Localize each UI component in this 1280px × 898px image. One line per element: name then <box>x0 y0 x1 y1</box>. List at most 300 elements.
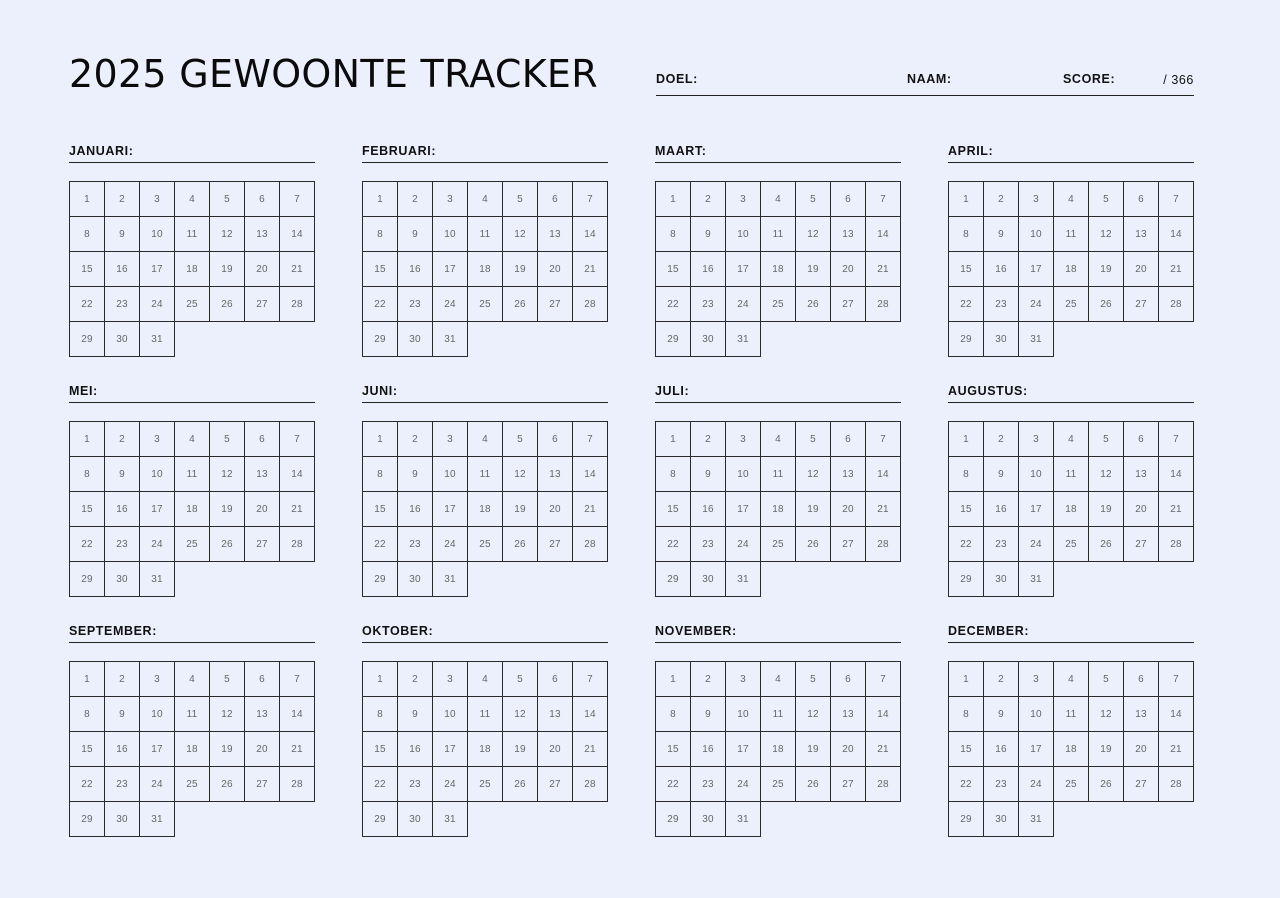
day-cell[interactable]: 18 <box>174 491 210 527</box>
day-cell[interactable]: 12 <box>209 696 245 732</box>
day-cell[interactable]: 20 <box>1123 251 1159 287</box>
day-cell[interactable]: 17 <box>1018 491 1054 527</box>
day-cell[interactable]: 4 <box>760 181 796 217</box>
day-cell[interactable]: 6 <box>537 181 573 217</box>
day-cell[interactable]: 1 <box>948 421 984 457</box>
day-cell[interactable]: 6 <box>830 421 866 457</box>
day-cell[interactable]: 14 <box>865 696 901 732</box>
day-cell[interactable]: 17 <box>725 731 761 767</box>
day-cell[interactable]: 8 <box>69 696 105 732</box>
day-cell[interactable]: 19 <box>502 251 538 287</box>
day-cell[interactable]: 11 <box>760 696 796 732</box>
day-cell[interactable]: 17 <box>432 491 468 527</box>
day-cell[interactable]: 9 <box>690 696 726 732</box>
day-cell[interactable]: 26 <box>209 526 245 562</box>
day-cell[interactable]: 12 <box>209 216 245 252</box>
day-cell[interactable]: 6 <box>537 661 573 697</box>
day-cell[interactable]: 6 <box>244 181 280 217</box>
day-cell[interactable]: 29 <box>948 801 984 837</box>
day-cell[interactable]: 23 <box>397 526 433 562</box>
day-cell[interactable]: 7 <box>865 421 901 457</box>
day-cell[interactable]: 8 <box>655 696 691 732</box>
day-cell[interactable]: 8 <box>948 696 984 732</box>
day-cell[interactable]: 23 <box>397 766 433 802</box>
day-cell[interactable]: 25 <box>1053 286 1089 322</box>
day-cell[interactable]: 2 <box>104 661 140 697</box>
day-cell[interactable]: 17 <box>432 251 468 287</box>
day-cell[interactable]: 24 <box>1018 286 1054 322</box>
day-cell[interactable]: 2 <box>397 421 433 457</box>
day-cell[interactable]: 18 <box>467 251 503 287</box>
day-cell[interactable]: 12 <box>502 456 538 492</box>
day-cell[interactable]: 2 <box>104 181 140 217</box>
day-cell[interactable]: 7 <box>279 661 315 697</box>
day-cell[interactable]: 26 <box>1088 766 1124 802</box>
day-cell[interactable]: 2 <box>690 661 726 697</box>
day-cell[interactable]: 4 <box>467 661 503 697</box>
day-cell[interactable]: 14 <box>279 216 315 252</box>
day-cell[interactable]: 12 <box>1088 696 1124 732</box>
day-cell[interactable]: 5 <box>795 181 831 217</box>
day-cell[interactable]: 24 <box>1018 766 1054 802</box>
day-cell[interactable]: 14 <box>1158 696 1194 732</box>
day-cell[interactable]: 13 <box>1123 456 1159 492</box>
day-cell[interactable]: 31 <box>139 561 175 597</box>
day-cell[interactable]: 31 <box>725 321 761 357</box>
day-cell[interactable]: 8 <box>69 216 105 252</box>
day-cell[interactable]: 21 <box>865 491 901 527</box>
day-cell[interactable]: 19 <box>1088 731 1124 767</box>
day-cell[interactable]: 16 <box>104 491 140 527</box>
day-cell[interactable]: 15 <box>362 731 398 767</box>
day-cell[interactable]: 3 <box>139 661 175 697</box>
day-cell[interactable]: 12 <box>209 456 245 492</box>
day-cell[interactable]: 29 <box>69 561 105 597</box>
day-cell[interactable]: 11 <box>174 456 210 492</box>
day-cell[interactable]: 15 <box>362 251 398 287</box>
day-cell[interactable]: 21 <box>572 491 608 527</box>
day-cell[interactable]: 13 <box>244 696 280 732</box>
day-cell[interactable]: 22 <box>362 286 398 322</box>
day-cell[interactable]: 22 <box>655 766 691 802</box>
day-cell[interactable]: 2 <box>397 181 433 217</box>
day-cell[interactable]: 13 <box>537 216 573 252</box>
day-cell[interactable]: 24 <box>725 286 761 322</box>
day-cell[interactable]: 27 <box>244 526 280 562</box>
day-cell[interactable]: 3 <box>432 421 468 457</box>
day-cell[interactable]: 11 <box>174 216 210 252</box>
day-cell[interactable]: 4 <box>760 421 796 457</box>
day-cell[interactable]: 6 <box>537 421 573 457</box>
day-cell[interactable]: 12 <box>1088 216 1124 252</box>
day-cell[interactable]: 7 <box>279 421 315 457</box>
day-cell[interactable]: 23 <box>397 286 433 322</box>
day-cell[interactable]: 7 <box>572 181 608 217</box>
day-cell[interactable]: 26 <box>795 526 831 562</box>
day-cell[interactable]: 15 <box>655 491 691 527</box>
day-cell[interactable]: 8 <box>655 216 691 252</box>
day-cell[interactable]: 20 <box>1123 491 1159 527</box>
day-cell[interactable]: 13 <box>830 456 866 492</box>
day-cell[interactable]: 19 <box>502 731 538 767</box>
day-cell[interactable]: 22 <box>948 766 984 802</box>
day-cell[interactable]: 7 <box>865 661 901 697</box>
day-cell[interactable]: 2 <box>983 421 1019 457</box>
day-cell[interactable]: 24 <box>432 526 468 562</box>
day-cell[interactable]: 12 <box>502 696 538 732</box>
day-cell[interactable]: 6 <box>830 661 866 697</box>
day-cell[interactable]: 25 <box>760 526 796 562</box>
day-cell[interactable]: 17 <box>139 251 175 287</box>
day-cell[interactable]: 26 <box>1088 526 1124 562</box>
day-cell[interactable]: 15 <box>69 251 105 287</box>
day-cell[interactable]: 3 <box>725 181 761 217</box>
day-cell[interactable]: 6 <box>244 421 280 457</box>
day-cell[interactable]: 4 <box>467 181 503 217</box>
day-cell[interactable]: 10 <box>432 216 468 252</box>
day-cell[interactable]: 25 <box>1053 526 1089 562</box>
day-cell[interactable]: 29 <box>948 561 984 597</box>
day-cell[interactable]: 3 <box>432 661 468 697</box>
day-cell[interactable]: 27 <box>1123 766 1159 802</box>
day-cell[interactable]: 3 <box>139 181 175 217</box>
day-cell[interactable]: 19 <box>209 251 245 287</box>
day-cell[interactable]: 22 <box>655 286 691 322</box>
day-cell[interactable]: 14 <box>1158 216 1194 252</box>
day-cell[interactable]: 27 <box>1123 286 1159 322</box>
day-cell[interactable]: 4 <box>1053 181 1089 217</box>
day-cell[interactable]: 2 <box>397 661 433 697</box>
day-cell[interactable]: 24 <box>725 526 761 562</box>
day-cell[interactable]: 1 <box>948 661 984 697</box>
day-cell[interactable]: 5 <box>795 421 831 457</box>
day-cell[interactable]: 21 <box>572 731 608 767</box>
day-cell[interactable]: 30 <box>397 801 433 837</box>
day-cell[interactable]: 21 <box>865 251 901 287</box>
day-cell[interactable]: 2 <box>690 181 726 217</box>
day-cell[interactable]: 28 <box>279 286 315 322</box>
day-cell[interactable]: 10 <box>139 216 175 252</box>
day-cell[interactable]: 10 <box>432 696 468 732</box>
day-cell[interactable]: 12 <box>795 216 831 252</box>
day-cell[interactable]: 4 <box>1053 661 1089 697</box>
day-cell[interactable]: 6 <box>1123 181 1159 217</box>
day-cell[interactable]: 5 <box>502 181 538 217</box>
day-cell[interactable]: 29 <box>948 321 984 357</box>
day-cell[interactable]: 26 <box>209 286 245 322</box>
day-cell[interactable]: 28 <box>1158 526 1194 562</box>
day-cell[interactable]: 7 <box>279 181 315 217</box>
day-cell[interactable]: 1 <box>655 421 691 457</box>
day-cell[interactable]: 4 <box>467 421 503 457</box>
day-cell[interactable]: 9 <box>104 456 140 492</box>
day-cell[interactable]: 16 <box>983 491 1019 527</box>
day-cell[interactable]: 30 <box>690 801 726 837</box>
day-cell[interactable]: 31 <box>725 801 761 837</box>
day-cell[interactable]: 1 <box>69 661 105 697</box>
day-cell[interactable]: 11 <box>467 696 503 732</box>
day-cell[interactable]: 29 <box>362 321 398 357</box>
day-cell[interactable]: 22 <box>362 766 398 802</box>
day-cell[interactable]: 19 <box>502 491 538 527</box>
day-cell[interactable]: 9 <box>690 216 726 252</box>
day-cell[interactable]: 31 <box>1018 801 1054 837</box>
day-cell[interactable]: 1 <box>362 181 398 217</box>
day-cell[interactable]: 16 <box>690 491 726 527</box>
day-cell[interactable]: 19 <box>209 491 245 527</box>
day-cell[interactable]: 21 <box>279 491 315 527</box>
day-cell[interactable]: 23 <box>104 766 140 802</box>
day-cell[interactable]: 16 <box>690 731 726 767</box>
day-cell[interactable]: 4 <box>174 421 210 457</box>
day-cell[interactable]: 29 <box>69 801 105 837</box>
day-cell[interactable]: 25 <box>174 286 210 322</box>
day-cell[interactable]: 29 <box>655 801 691 837</box>
day-cell[interactable]: 6 <box>244 661 280 697</box>
day-cell[interactable]: 20 <box>537 251 573 287</box>
day-cell[interactable]: 30 <box>104 321 140 357</box>
day-cell[interactable]: 26 <box>1088 286 1124 322</box>
day-cell[interactable]: 11 <box>760 216 796 252</box>
day-cell[interactable]: 23 <box>690 286 726 322</box>
day-cell[interactable]: 10 <box>725 216 761 252</box>
day-cell[interactable]: 27 <box>830 526 866 562</box>
day-cell[interactable]: 20 <box>537 491 573 527</box>
day-cell[interactable]: 18 <box>1053 251 1089 287</box>
day-cell[interactable]: 12 <box>795 696 831 732</box>
day-cell[interactable]: 23 <box>983 286 1019 322</box>
day-cell[interactable]: 24 <box>432 766 468 802</box>
day-cell[interactable]: 28 <box>572 766 608 802</box>
day-cell[interactable]: 31 <box>432 321 468 357</box>
day-cell[interactable]: 27 <box>537 526 573 562</box>
day-cell[interactable]: 25 <box>467 286 503 322</box>
day-cell[interactable]: 1 <box>948 181 984 217</box>
day-cell[interactable]: 31 <box>1018 561 1054 597</box>
day-cell[interactable]: 1 <box>362 661 398 697</box>
day-cell[interactable]: 25 <box>760 286 796 322</box>
day-cell[interactable]: 11 <box>760 456 796 492</box>
day-cell[interactable]: 7 <box>1158 181 1194 217</box>
day-cell[interactable]: 30 <box>690 561 726 597</box>
day-cell[interactable]: 7 <box>572 421 608 457</box>
day-cell[interactable]: 30 <box>983 321 1019 357</box>
day-cell[interactable]: 17 <box>1018 251 1054 287</box>
day-cell[interactable]: 20 <box>537 731 573 767</box>
day-cell[interactable]: 13 <box>244 216 280 252</box>
day-cell[interactable]: 13 <box>244 456 280 492</box>
day-cell[interactable]: 9 <box>397 696 433 732</box>
day-cell[interactable]: 24 <box>432 286 468 322</box>
day-cell[interactable]: 18 <box>760 491 796 527</box>
day-cell[interactable]: 17 <box>1018 731 1054 767</box>
day-cell[interactable]: 10 <box>725 696 761 732</box>
day-cell[interactable]: 16 <box>104 731 140 767</box>
day-cell[interactable]: 23 <box>983 766 1019 802</box>
day-cell[interactable]: 31 <box>139 801 175 837</box>
day-cell[interactable]: 9 <box>397 216 433 252</box>
day-cell[interactable]: 15 <box>69 731 105 767</box>
day-cell[interactable]: 27 <box>244 286 280 322</box>
day-cell[interactable]: 6 <box>830 181 866 217</box>
day-cell[interactable]: 15 <box>69 491 105 527</box>
day-cell[interactable]: 1 <box>362 421 398 457</box>
day-cell[interactable]: 15 <box>948 731 984 767</box>
day-cell[interactable]: 25 <box>760 766 796 802</box>
day-cell[interactable]: 5 <box>1088 181 1124 217</box>
day-cell[interactable]: 8 <box>362 696 398 732</box>
day-cell[interactable]: 5 <box>209 181 245 217</box>
day-cell[interactable]: 29 <box>362 561 398 597</box>
day-cell[interactable]: 3 <box>1018 181 1054 217</box>
day-cell[interactable]: 16 <box>690 251 726 287</box>
day-cell[interactable]: 7 <box>865 181 901 217</box>
day-cell[interactable]: 20 <box>244 731 280 767</box>
day-cell[interactable]: 3 <box>1018 421 1054 457</box>
day-cell[interactable]: 24 <box>1018 526 1054 562</box>
day-cell[interactable]: 5 <box>1088 661 1124 697</box>
day-cell[interactable]: 24 <box>139 286 175 322</box>
day-cell[interactable]: 27 <box>830 766 866 802</box>
day-cell[interactable]: 22 <box>69 286 105 322</box>
day-cell[interactable]: 4 <box>1053 421 1089 457</box>
day-cell[interactable]: 16 <box>983 251 1019 287</box>
day-cell[interactable]: 2 <box>104 421 140 457</box>
day-cell[interactable]: 8 <box>69 456 105 492</box>
day-cell[interactable]: 27 <box>830 286 866 322</box>
day-cell[interactable]: 28 <box>865 286 901 322</box>
day-cell[interactable]: 18 <box>467 731 503 767</box>
day-cell[interactable]: 11 <box>467 216 503 252</box>
day-cell[interactable]: 27 <box>1123 526 1159 562</box>
day-cell[interactable]: 5 <box>209 421 245 457</box>
day-cell[interactable]: 11 <box>1053 456 1089 492</box>
day-cell[interactable]: 31 <box>139 321 175 357</box>
day-cell[interactable]: 28 <box>1158 766 1194 802</box>
day-cell[interactable]: 20 <box>830 491 866 527</box>
day-cell[interactable]: 9 <box>983 456 1019 492</box>
day-cell[interactable]: 3 <box>432 181 468 217</box>
day-cell[interactable]: 30 <box>397 561 433 597</box>
day-cell[interactable]: 10 <box>725 456 761 492</box>
day-cell[interactable]: 12 <box>1088 456 1124 492</box>
day-cell[interactable]: 30 <box>397 321 433 357</box>
day-cell[interactable]: 1 <box>69 181 105 217</box>
day-cell[interactable]: 9 <box>983 216 1019 252</box>
day-cell[interactable]: 14 <box>279 456 315 492</box>
day-cell[interactable]: 4 <box>174 181 210 217</box>
day-cell[interactable]: 10 <box>1018 696 1054 732</box>
day-cell[interactable]: 26 <box>502 286 538 322</box>
day-cell[interactable]: 30 <box>104 561 140 597</box>
day-cell[interactable]: 22 <box>69 526 105 562</box>
day-cell[interactable]: 17 <box>432 731 468 767</box>
day-cell[interactable]: 25 <box>174 526 210 562</box>
day-cell[interactable]: 5 <box>502 661 538 697</box>
day-cell[interactable]: 17 <box>139 491 175 527</box>
day-cell[interactable]: 18 <box>760 731 796 767</box>
day-cell[interactable]: 7 <box>1158 661 1194 697</box>
day-cell[interactable]: 8 <box>948 456 984 492</box>
day-cell[interactable]: 19 <box>1088 251 1124 287</box>
day-cell[interactable]: 19 <box>1088 491 1124 527</box>
day-cell[interactable]: 16 <box>397 251 433 287</box>
day-cell[interactable]: 29 <box>362 801 398 837</box>
day-cell[interactable]: 13 <box>537 456 573 492</box>
day-cell[interactable]: 9 <box>104 216 140 252</box>
day-cell[interactable]: 18 <box>467 491 503 527</box>
day-cell[interactable]: 21 <box>572 251 608 287</box>
day-cell[interactable]: 25 <box>467 526 503 562</box>
day-cell[interactable]: 24 <box>725 766 761 802</box>
day-cell[interactable]: 4 <box>174 661 210 697</box>
day-cell[interactable]: 23 <box>104 286 140 322</box>
day-cell[interactable]: 13 <box>1123 216 1159 252</box>
day-cell[interactable]: 6 <box>1123 421 1159 457</box>
day-cell[interactable]: 1 <box>655 661 691 697</box>
day-cell[interactable]: 25 <box>1053 766 1089 802</box>
day-cell[interactable]: 18 <box>174 731 210 767</box>
day-cell[interactable]: 27 <box>537 766 573 802</box>
day-cell[interactable]: 19 <box>795 491 831 527</box>
day-cell[interactable]: 30 <box>983 561 1019 597</box>
day-cell[interactable]: 5 <box>209 661 245 697</box>
day-cell[interactable]: 26 <box>795 286 831 322</box>
day-cell[interactable]: 19 <box>795 731 831 767</box>
day-cell[interactable]: 22 <box>948 526 984 562</box>
day-cell[interactable]: 31 <box>725 561 761 597</box>
day-cell[interactable]: 15 <box>948 491 984 527</box>
day-cell[interactable]: 9 <box>104 696 140 732</box>
day-cell[interactable]: 11 <box>1053 216 1089 252</box>
day-cell[interactable]: 16 <box>397 491 433 527</box>
day-cell[interactable]: 23 <box>690 766 726 802</box>
day-cell[interactable]: 31 <box>432 801 468 837</box>
day-cell[interactable]: 29 <box>655 561 691 597</box>
day-cell[interactable]: 21 <box>865 731 901 767</box>
day-cell[interactable]: 30 <box>104 801 140 837</box>
day-cell[interactable]: 18 <box>174 251 210 287</box>
day-cell[interactable]: 22 <box>362 526 398 562</box>
day-cell[interactable]: 23 <box>983 526 1019 562</box>
day-cell[interactable]: 2 <box>690 421 726 457</box>
day-cell[interactable]: 5 <box>795 661 831 697</box>
day-cell[interactable]: 19 <box>209 731 245 767</box>
day-cell[interactable]: 28 <box>1158 286 1194 322</box>
day-cell[interactable]: 20 <box>244 251 280 287</box>
day-cell[interactable]: 15 <box>655 251 691 287</box>
day-cell[interactable]: 14 <box>279 696 315 732</box>
day-cell[interactable]: 28 <box>865 526 901 562</box>
day-cell[interactable]: 11 <box>174 696 210 732</box>
day-cell[interactable]: 10 <box>1018 456 1054 492</box>
day-cell[interactable]: 20 <box>830 251 866 287</box>
day-cell[interactable]: 22 <box>655 526 691 562</box>
day-cell[interactable]: 24 <box>139 766 175 802</box>
day-cell[interactable]: 25 <box>467 766 503 802</box>
day-cell[interactable]: 13 <box>830 696 866 732</box>
day-cell[interactable]: 16 <box>397 731 433 767</box>
day-cell[interactable]: 18 <box>760 251 796 287</box>
day-cell[interactable]: 5 <box>502 421 538 457</box>
day-cell[interactable]: 22 <box>69 766 105 802</box>
day-cell[interactable]: 16 <box>104 251 140 287</box>
day-cell[interactable]: 9 <box>690 456 726 492</box>
day-cell[interactable]: 8 <box>655 456 691 492</box>
day-cell[interactable]: 14 <box>572 456 608 492</box>
day-cell[interactable]: 14 <box>572 216 608 252</box>
day-cell[interactable]: 21 <box>1158 251 1194 287</box>
